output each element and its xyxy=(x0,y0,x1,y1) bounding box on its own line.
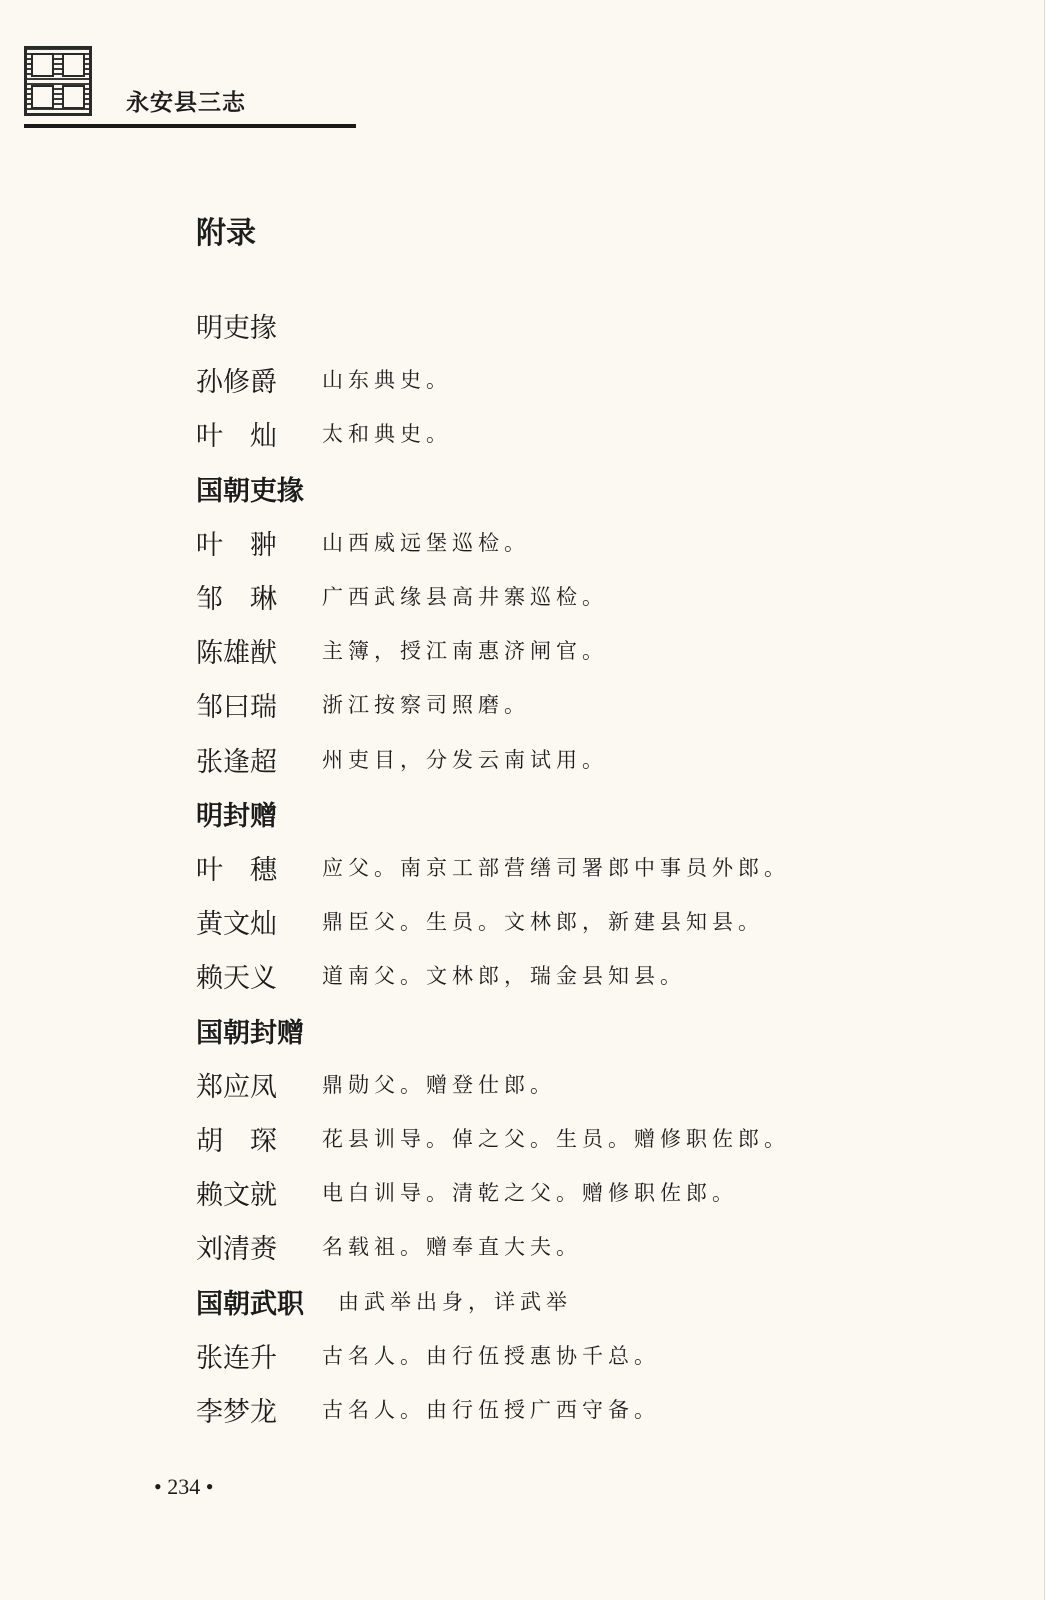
person-name: 叶 穗 xyxy=(196,854,277,886)
section-heading xyxy=(196,793,1016,833)
person-entry xyxy=(196,413,1016,453)
section-heading xyxy=(196,468,1016,508)
person-description: 电白训导。清乾之父。赠修职佐郎。 xyxy=(322,1181,738,1205)
page-number: • 234 • xyxy=(154,1474,214,1499)
person-description: 山西威远堡巡检。 xyxy=(322,531,530,555)
running-title: 永安县三志 xyxy=(126,90,246,116)
person-name: 李梦龙 xyxy=(196,1396,277,1428)
section-title: 明封赠 xyxy=(196,800,277,832)
seal-logo xyxy=(24,46,92,116)
section-heading xyxy=(196,305,1016,345)
person-entry xyxy=(196,739,1016,779)
person-description: 山东典史。 xyxy=(322,368,452,392)
section-title: 国朝封赠 xyxy=(196,1017,304,1049)
person-name: 陈雄猷 xyxy=(196,637,277,669)
person-description: 广西武缘县高井寨巡检。 xyxy=(322,585,608,609)
header-rule xyxy=(24,124,356,128)
section-note: 由武举出身，详武举 xyxy=(338,1290,572,1314)
person-entry xyxy=(196,684,1016,724)
person-entry xyxy=(196,359,1016,399)
person-name: 赖天义 xyxy=(196,962,277,994)
person-name: 黄文灿 xyxy=(196,908,277,940)
person-name: 孙修爵 xyxy=(196,366,277,398)
person-entry xyxy=(196,522,1016,562)
section-title: 国朝武职 xyxy=(196,1288,304,1320)
page-edge xyxy=(1044,0,1060,1600)
person-description: 古名人。由行伍授广西守备。 xyxy=(322,1398,660,1422)
person-name: 张逢超 xyxy=(196,746,277,778)
person-entry xyxy=(196,901,1016,941)
person-entry xyxy=(196,1118,1016,1158)
person-entry xyxy=(196,1335,1016,1375)
person-name: 叶 翀 xyxy=(196,529,277,561)
person-entry xyxy=(196,1064,1016,1104)
person-entry xyxy=(196,576,1016,616)
section-title: 国朝吏掾 xyxy=(196,475,304,507)
person-description: 鼎臣父。生员。文林郎，新建县知县。 xyxy=(322,910,764,934)
person-description: 应父。南京工部营缮司署郎中事员外郎。 xyxy=(322,856,790,880)
person-description: 名载祖。赠奉直大夫。 xyxy=(322,1235,582,1259)
person-description: 道南父。文林郎，瑞金县知县。 xyxy=(322,964,686,988)
person-description: 浙江按察司照磨。 xyxy=(322,693,530,717)
section-heading xyxy=(196,1010,1016,1050)
person-description: 花县训导。倬之父。生员。赠修职佐郎。 xyxy=(322,1127,790,1151)
person-description: 州吏目，分发云南试用。 xyxy=(322,748,608,772)
person-name: 胡 琛 xyxy=(196,1125,277,1157)
person-name: 刘清赉 xyxy=(196,1233,277,1265)
person-description: 鼎勋父。赠登仕郎。 xyxy=(322,1073,556,1097)
person-name: 赖文就 xyxy=(196,1179,277,1211)
page-heading: 附录 xyxy=(196,216,256,251)
section-heading xyxy=(196,1281,1016,1321)
person-entry xyxy=(196,955,1016,995)
person-description: 太和典史。 xyxy=(322,422,452,446)
person-name: 邹 琳 xyxy=(196,583,277,615)
person-description: 主簿，授江南惠济闸官。 xyxy=(322,639,608,663)
person-entry xyxy=(196,1226,1016,1266)
person-name: 郑应凤 xyxy=(196,1071,277,1103)
section-title: 明吏掾 xyxy=(196,312,277,344)
person-entry xyxy=(196,1172,1016,1212)
person-entry xyxy=(196,847,1016,887)
person-entry xyxy=(196,630,1016,670)
person-name: 邹曰瑞 xyxy=(196,691,277,723)
person-description: 古名人。由行伍授惠协千总。 xyxy=(322,1344,660,1368)
person-name: 叶 灿 xyxy=(196,420,277,452)
person-entry xyxy=(196,1389,1016,1429)
person-name: 张连升 xyxy=(196,1342,277,1374)
